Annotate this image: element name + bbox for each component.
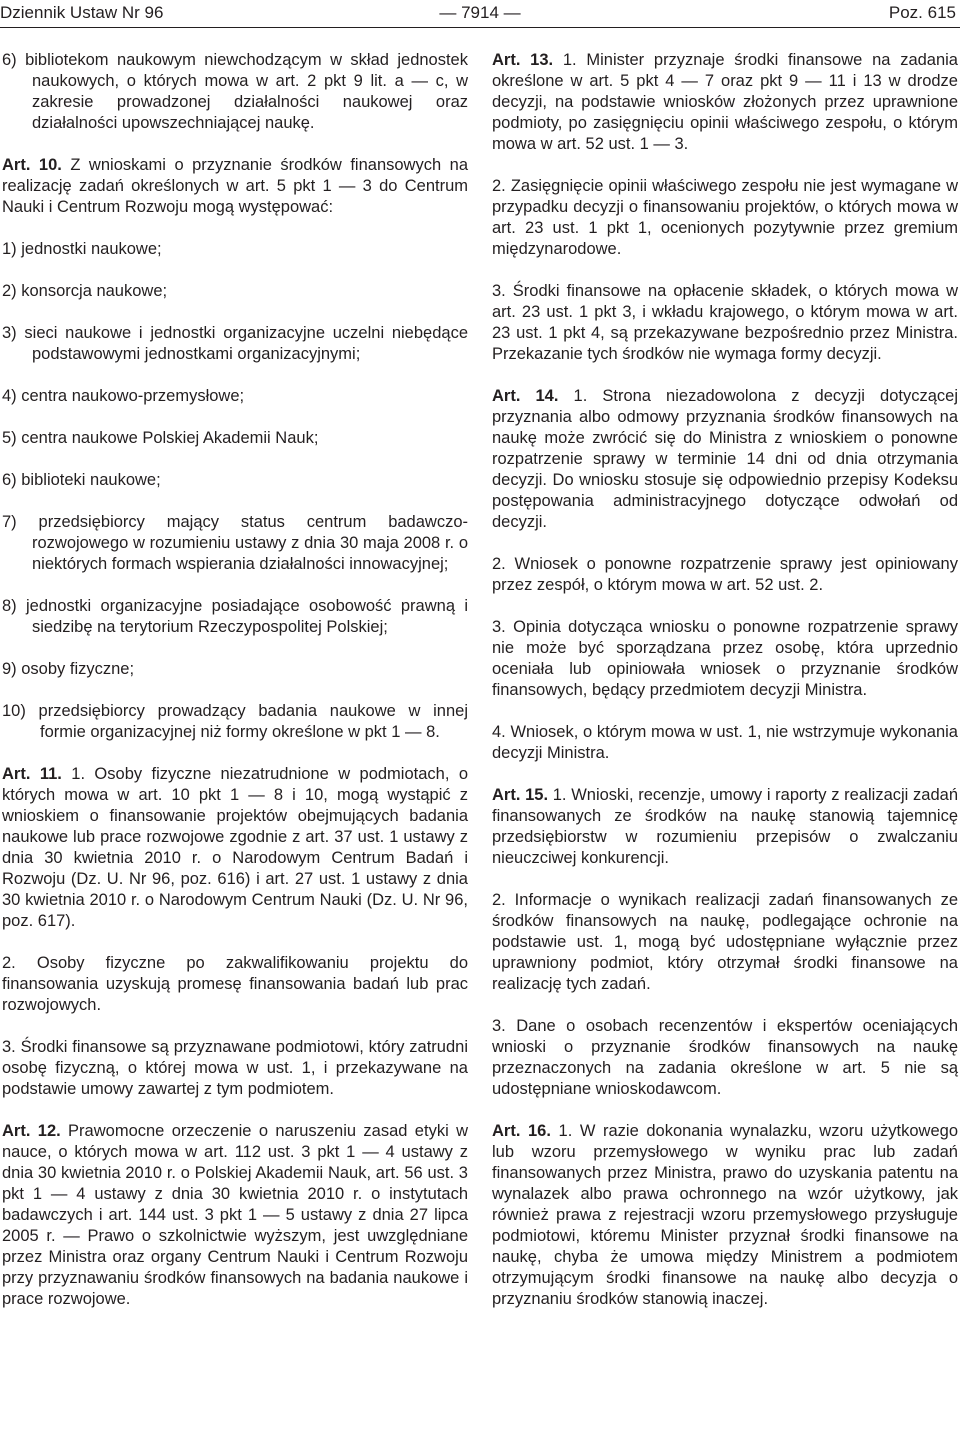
article-label: Art. 14. xyxy=(492,387,559,405)
journal-title: Dziennik Ustaw Nr 96 xyxy=(0,3,164,22)
header-rule xyxy=(0,27,960,28)
list-item: 7) przedsiębiorcy mający status centrum badawczo-rozwojowego w rozumieniu ustawy z dnia 30 maja 2008 r. o niektórych formach wspierania działalności innowacyjnej; xyxy=(2,513,468,573)
list-item: 10) przedsiębiorcy prowadzący badania naukowe w innej formie organizacyjnej niż formy określone w pkt 1 — 8. xyxy=(2,702,468,741)
article-14 xyxy=(492,386,958,533)
paragraph: 3. Dane o osobach recenzentów i ekspertów oceniających wnioski o przyznanie środków finansowych na naukę przeznaczonych na zadania określone w art. 5 nie są udostępniane wnioskodawcom. xyxy=(492,1017,958,1098)
paragraph: 2. Informacje o wynikach realizacji zadań finansowanych ze środków finansowych na naukę, podlegające ochronie na podstawie ust. 1, mogą być udostępniane wyłącznie przez uprawniony podmiot, który otrzymał środki finansowe na realizację tych zadań. xyxy=(492,891,958,993)
article-text: 1. Osoby fizyczne niezatrudnione w podmiotach, o których mowa w art. 10 pkt 1 — 8 i 10, mogą wystąpić z wnioskiem o finansowanie projektów obejmujących badania naukowe lub prace rozwojowe zgodnie z art. 37 ust. 1 ustawy z dnia 30 kwietnia 2010 r. o Narodowym Centrum Badań i Rozwoju (Dz. U. Nr 96, poz. 616) i art. 27 ust. 1 ustawy z dnia 30 kwietnia 2010 r. o Narodowym Centrum Nauki (Dz. U. Nr 96, poz. 617). xyxy=(2,765,468,930)
article-text: 1. Strona niezadowolona z decyzji dotyczącej przyznania albo odmowy przyznania środków finansowych na naukę może zwrócić się do Ministra z wnioskiem o ponowne rozpatrzenie sprawy w terminie 14 dni od dnia otrzymania decyzji. Do wniosku stosuje się odpowiednio przepisy Kodeksu postępowania administracyjnego dotyczące odwołań od decyzji. xyxy=(492,387,959,531)
right-column xyxy=(492,50,958,1310)
list-item: 9) osoby fizyczne; xyxy=(2,660,135,678)
article-16 xyxy=(492,1121,958,1310)
list-item: 1) jednostki naukowe; xyxy=(2,240,162,258)
article-label: Art. 13. xyxy=(492,51,554,69)
list-item: 8) jednostki organizacyjne posiadające osobowość prawną i siedzibę na terytorium Rzeczypospolitej Polskiej; xyxy=(2,597,468,636)
paragraph: 3. Środki finansowe na opłacenie składek, o których mowa w art. 23 ust. 1 pkt 3, i wkładu krajowego, o którym mowa w art. 23 ust. 1 pkt 4, są przekazywane bezpośrednio przez Ministra. Przekazanie tych środków nie wymaga formy decyzji. xyxy=(492,282,958,363)
article-text: 1. Wnioski, recenzje, umowy i raporty z realizacji zadań finansowanych ze środków na naukę stanowią tajemnicę przedsiębiorstw w rozumieniu przepisów o zwalczaniu nieuczciwej konkurencji. xyxy=(492,786,958,867)
article-label: Art. 16. xyxy=(492,1122,551,1140)
left-column xyxy=(2,50,468,1310)
article-13 xyxy=(492,50,958,155)
article-10 xyxy=(2,155,468,218)
position-number: Poz. 615 xyxy=(888,3,956,22)
article-label: Art. 10. xyxy=(2,156,62,174)
article-15 xyxy=(492,785,958,869)
article-label: Art. 11. xyxy=(2,765,62,783)
paragraph: 2. Wniosek o ponowne rozpatrzenie sprawy jest opiniowany przez zespół, o którym mowa w art. 52 ust. 2. xyxy=(492,555,958,594)
paragraph: 4. Wniosek, o którym mowa w ust. 1, nie wstrzymuje wykonania decyzji Ministra. xyxy=(492,723,958,762)
paragraph: 2. Osoby fizyczne po zakwalifikowaniu projektu do finansowania uzyskują promesę finansowania badań lub prac rozwojowych. xyxy=(2,954,468,1014)
article-label: Art. 15. xyxy=(492,786,549,804)
page-number: — 7914 — xyxy=(439,3,521,22)
list-item: 2) konsorcja naukowe; xyxy=(2,282,168,300)
list-item: 6) biblioteki naukowe; xyxy=(2,471,161,489)
list-item: 4) centra naukowo-przemysłowe; xyxy=(2,387,245,405)
article-label: Art. 12. xyxy=(2,1122,61,1140)
list-item: 3) sieci naukowe i jednostki organizacyjne uczelni niebędące podstawowymi jednostkami organizacyjnymi; xyxy=(2,324,468,363)
list-item: 5) centra naukowe Polskiej Akademii Nauk; xyxy=(2,429,319,447)
article-11 xyxy=(2,764,468,932)
paragraph: 2. Zasięgnięcie opinii właściwego zespołu nie jest wymagane w przypadku decyzji o finansowaniu projektów, o których mowa w art. 23 ust. 1 pkt 1, ocenionych pozytywnie przez gremium międzynarodowe. xyxy=(492,177,958,258)
article-text: 1. Minister przyznaje środki finansowe na zadania określone w art. 5 pkt 4 — 7 oraz pkt 9 — 11 i 13 w drodze decyzji, na podstawie wniosków złożonych przez uprawnione podmioty, po zasięgnięciu opinii właściwego zespołu, o którym mowa w art. 52 ust. 1 — 3. xyxy=(492,51,958,153)
page-header xyxy=(0,0,960,26)
article-text: Prawomocne orzeczenie o naruszeniu zasad etyki w nauce, o których mowa w art. 112 ust. 3 pkt 1 — 4 ustawy z dnia 30 kwietnia 2010 r. o Polskiej Akademii Nauk, art. 56 ust. 3 pkt 1 — 4 ustawy z dnia 30 kwietnia 2010 r. o instytutach badawczych i art. 144 ust. 3 pkt 1 — 5 ustawy z dnia 27 lipca 2005 r. — Prawo o szkolnictwie wyższym, jest uwzględniane przez Ministra oraz organy Centrum Nauki i Centrum Rozwoju przy przyznawaniu środków finansowych na badania naukowe i prace rozwojowe. xyxy=(2,1122,468,1308)
article-12 xyxy=(2,1121,468,1310)
paragraph: 3. Opinia dotycząca wniosku o ponowne rozpatrzenie sprawy nie może być sporządzana przez osobę, która uprzednio oceniała lub opiniowała wniosek o przyznanie środków finansowych, będący przedmiotem decyzji Ministra. xyxy=(492,618,958,699)
article-text: 1. W razie dokonania wynalazku, wzoru użytkowego lub wzoru przemysłowego w wyniku prac lub zadań finansowanych przez Ministra, prawo do uzyskania patentu na wynalazek albo prawa ochronnego na wzór użytkowy, jak również prawa z rejestracji wzoru przemysłowego przysługuje podmiotowi, któremu Minister przyznał środki finansowe na naukę, chyba że umowa między Ministrem a podmiotem otrzymującym środki finansowe na naukę albo decyzja o przyznaniu środków stanowią inaczej. xyxy=(492,1122,959,1308)
paragraph: 3. Środki finansowe są przyznawane podmiotowi, który zatrudni osobę fizyczną, o której mowa w ust. 1, i przekazywane na podstawie umowy zawartej z tym podmiotem. xyxy=(2,1038,468,1098)
article-text: Z wnioskami o przyznanie środków finansowych na realizację zadań określonych w art. 5 pkt 1 — 3 do Centrum Nauki i Centrum Rozwoju mogą występować: xyxy=(2,156,468,216)
list-item: 6) bibliotekom naukowym niewchodzącym w skład jednostek naukowych, o których mowa w art. 2 pkt 9 lit. a — c, w zakresie prowadzonej działalności naukowej oraz działalności upowszechniającej naukę. xyxy=(2,51,468,132)
